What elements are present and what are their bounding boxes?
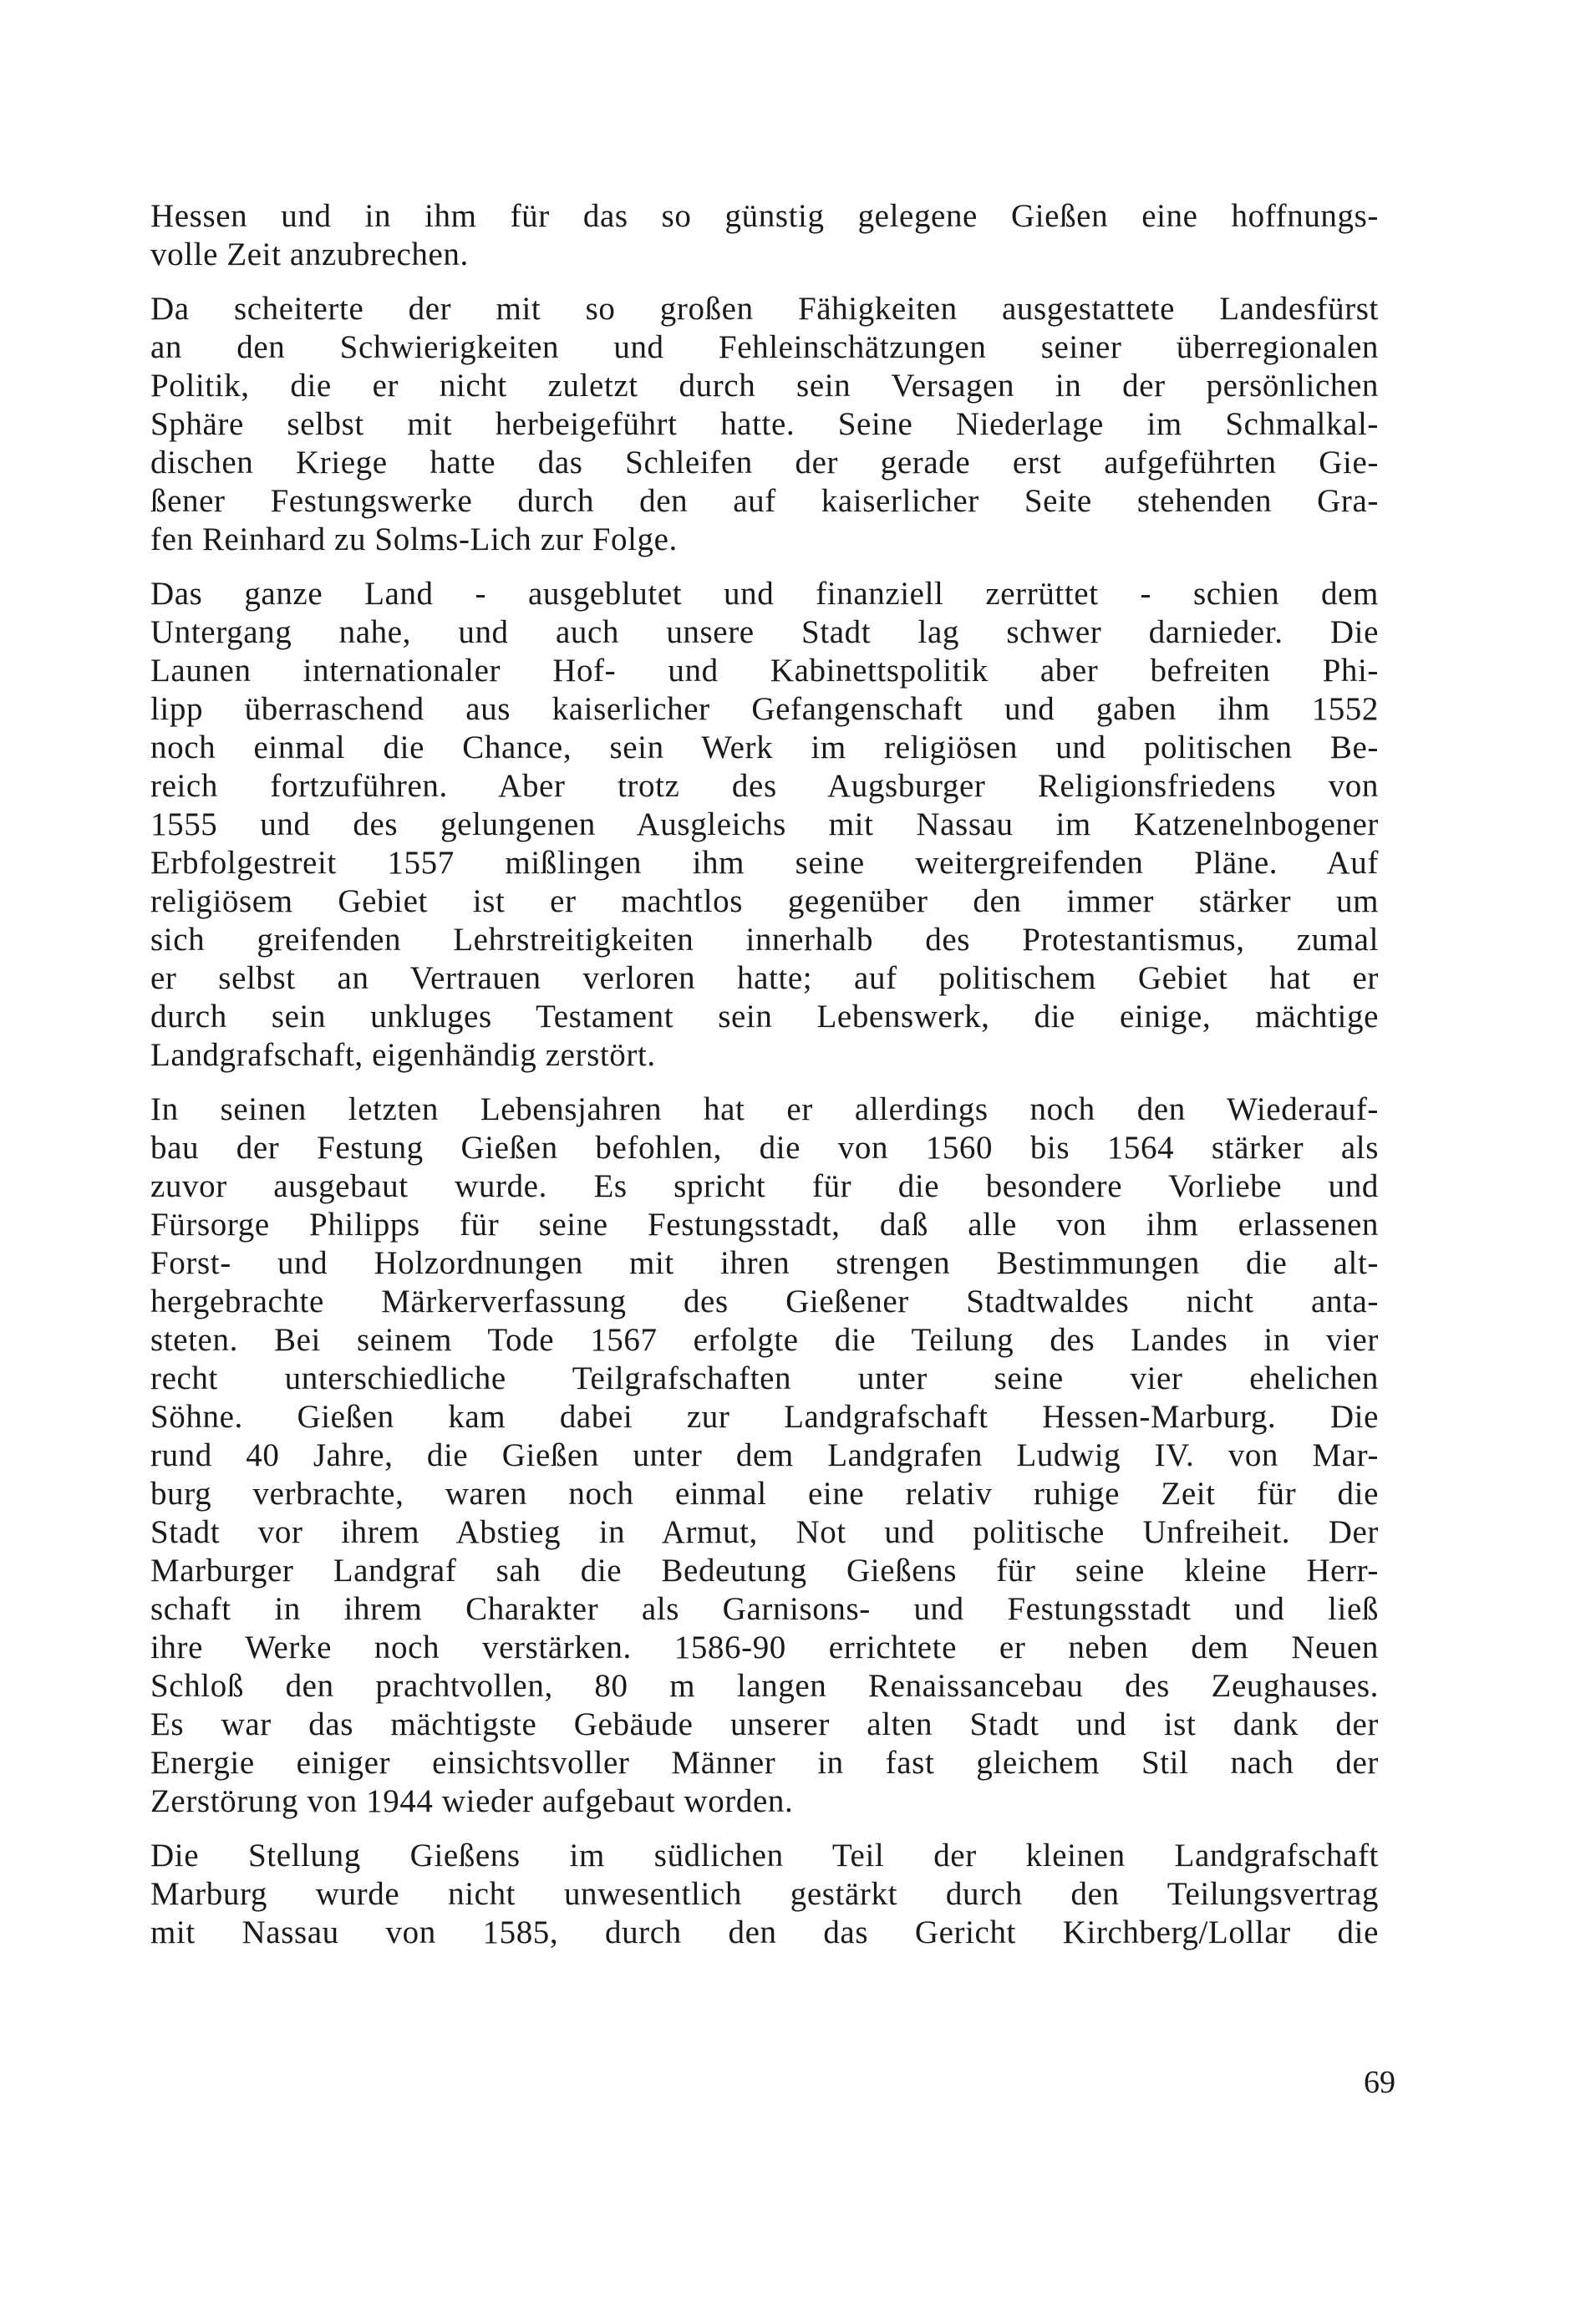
text-line: volle Zeit anzubrechen. bbox=[150, 236, 469, 272]
text-line: durch sein unkluges Testament sein Lebenswerk, die einige, mächtige bbox=[150, 999, 1379, 1035]
text-line: Energie einiger einsichtsvoller Männer in fast gleichem Stil nach der bbox=[150, 1745, 1379, 1781]
text-line: lipp überraschend aus kaiserlicher Gefangenschaft und gaben ihm 1552 bbox=[150, 691, 1379, 727]
text-line: 1555 und des gelungenen Ausgleichs mit Nassau im Katzenelnbogener bbox=[150, 806, 1379, 842]
text-line: dischen Kriege hatte das Schleifen der gerade erst aufgeführten Gie- bbox=[150, 445, 1379, 480]
text-line: Landgrafschaft, eigenhändig zerstört. bbox=[150, 1037, 656, 1073]
page-number: 69 bbox=[1364, 2065, 1395, 2100]
text-line: mit Nassau von 1585, durch den das Gericht Kirchberg/Lollar die bbox=[150, 1914, 1379, 1950]
text-line: ßener Festungswerke durch den auf kaiserlicher Seite stehenden Gra- bbox=[150, 483, 1379, 519]
text-line: Das ganze Land - ausgeblutet und finanziell zerrüttet - schien dem bbox=[150, 576, 1379, 612]
text-line: hergebrachte Märkerverfassung des Gießener Stadtwaldes nicht anta- bbox=[150, 1284, 1379, 1319]
text-line: Söhne. Gießen kam dabei zur Landgrafschaft Hessen-Marburg. Die bbox=[150, 1399, 1379, 1435]
text-line: bau der Festung Gießen befohlen, die von 1560 bis 1564 stärker als bbox=[150, 1130, 1379, 1166]
paragraph bbox=[150, 197, 1379, 274]
text-line: Marburger Landgraf sah die Bedeutung Gießens für seine kleine Herr- bbox=[150, 1553, 1379, 1589]
paragraph bbox=[150, 1837, 1379, 1952]
text-line: Marburg wurde nicht unwesentlich gestärkt durch den Teilungsvertrag bbox=[150, 1876, 1379, 1912]
text-line: Erbfolgestreit 1557 mißlingen ihm seine weitergreifenden Pläne. Auf bbox=[150, 845, 1379, 881]
text-line: Launen internationaler Hof- und Kabinettspolitik aber befreiten Phi- bbox=[150, 653, 1379, 689]
body-text bbox=[150, 197, 1379, 1968]
text-line: ihre Werke noch verstärken. 1586-90 errichtete er neben dem Neuen bbox=[150, 1629, 1379, 1665]
text-line: Forst- und Holzordnungen mit ihren strengen Bestimmungen die alt- bbox=[150, 1245, 1379, 1281]
text-line: sich greifenden Lehrstreitigkeiten innerhalb des Protestantismus, zumal bbox=[150, 922, 1379, 958]
text-line: rund 40 Jahre, die Gießen unter dem Landgrafen Ludwig IV. von Mar- bbox=[150, 1437, 1379, 1473]
text-line: recht unterschiedliche Teilgrafschaften unter seine vier ehelichen bbox=[150, 1360, 1379, 1396]
text-line: noch einmal die Chance, sein Werk im religiösen und politischen Be- bbox=[150, 730, 1379, 765]
paragraph bbox=[150, 290, 1379, 559]
text-line: zuvor ausgebaut wurde. Es spricht für die besondere Vorliebe und bbox=[150, 1168, 1379, 1204]
text-line: steten. Bei seinem Tode 1567 erfolgte die Teilung des Landes in vier bbox=[150, 1322, 1379, 1358]
text-line: religiösem Gebiet ist er machtlos gegenüber den immer stärker um bbox=[150, 883, 1379, 919]
text-line: Sphäre selbst mit herbeigeführt hatte. Seine Niederlage im Schmalkal- bbox=[150, 406, 1379, 442]
paragraph bbox=[150, 1091, 1379, 1821]
text-line: In seinen letzten Lebensjahren hat er allerdings noch den Wiederauf- bbox=[150, 1091, 1379, 1127]
text-line: Stadt vor ihrem Abstieg in Armut, Not und politische Unfreiheit. Der bbox=[150, 1514, 1379, 1550]
text-line: Da scheiterte der mit so großen Fähigkeiten ausgestattete Landesfürst bbox=[150, 291, 1379, 327]
text-line: reich fortzuführen. Aber trotz des Augsburger Religionsfriedens von bbox=[150, 768, 1379, 804]
text-line: schaft in ihrem Charakter als Garnisons- und Festungsstadt und ließ bbox=[150, 1591, 1379, 1627]
text-line: Die Stellung Gießens im südlichen Teil der kleinen Landgrafschaft bbox=[150, 1838, 1379, 1873]
text-line: an den Schwierigkeiten und Fehleinschätzungen seiner überregionalen bbox=[150, 329, 1379, 365]
text-line: burg verbrachte, waren noch einmal eine relativ ruhige Zeit für die bbox=[150, 1476, 1379, 1512]
paragraph bbox=[150, 575, 1379, 1075]
text-line: Schloß den prachtvollen, 80 m langen Renaissancebau des Zeughauses. bbox=[150, 1668, 1379, 1704]
text-line: Zerstörung von 1944 wieder aufgebaut worden. bbox=[150, 1783, 794, 1819]
text-line: Hessen und in ihm für das so günstig gelegene Gießen eine hoffnungs- bbox=[150, 198, 1379, 234]
text-line: fen Reinhard zu Solms-Lich zur Folge. bbox=[150, 521, 678, 557]
text-line: Politik, die er nicht zuletzt durch sein Versagen in der persönlichen bbox=[150, 368, 1379, 404]
text-line: er selbst an Vertrauen verloren hatte; auf politischem Gebiet hat er bbox=[150, 960, 1379, 996]
text-line: Fürsorge Philipps für seine Festungsstadt, daß alle von ihm erlassenen bbox=[150, 1207, 1379, 1243]
text-line: Es war das mächtigste Gebäude unserer alten Stadt und ist dank der bbox=[150, 1706, 1379, 1742]
text-line: Untergang nahe, und auch unsere Stadt lag schwer darnieder. Die bbox=[150, 614, 1379, 650]
